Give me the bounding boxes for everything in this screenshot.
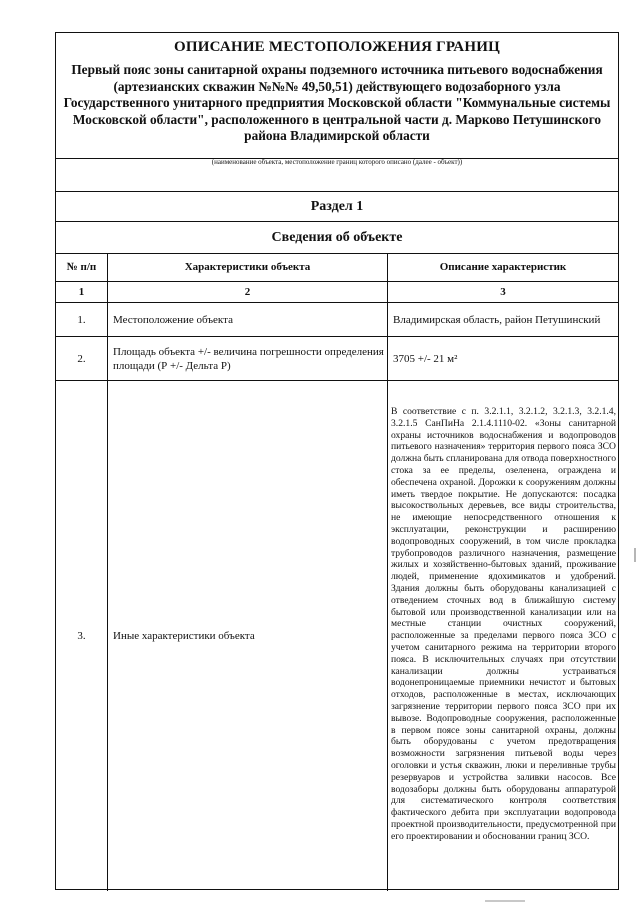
table-header-row bbox=[56, 254, 618, 282]
document-title: ОПИСАНИЕ МЕСТОПОЛОЖЕНИЯ ГРАНИЦ bbox=[174, 39, 500, 55]
row-characteristic bbox=[108, 381, 388, 891]
col-number-3: 3 bbox=[500, 286, 506, 298]
scan-artifact bbox=[634, 548, 636, 562]
table-row bbox=[56, 337, 618, 381]
row-characteristic-text: Иные характеристики объекта bbox=[113, 630, 255, 642]
row-number-text: 3. bbox=[77, 630, 86, 642]
row-characteristic: Площадь объекта +/- величина погрешности определения площади (Р +/- Дельта Р) bbox=[108, 337, 388, 380]
object-name: Первый пояс зоны санитарной охраны подземного источника питьевого водоснабжения (артезианских скважин №№№ 49,50,51) действующего водозаборного узла Государственного унитарного предприятия Московской области "Коммунальные системы Московской области", расположенного в центральной части д. Марково Петушинского района Владимирской области bbox=[63, 62, 611, 143]
column-number-row bbox=[56, 282, 618, 303]
row-description: В соответствие с п. 3.2.1.1, 3.2.1.2, 3.2.1.3, 3.2.1.4, 3.2.1.5 СанПиНа 2.1.4.1110-02. «Зоны санитарной охраны источников водоснабжения и водопроводов питьевого назначения» территория первого пояса ЗСО должна быть спланирована для отвода поверхностного стока за ее пределы, озеленена, ограждена и обеспечена охраной. Дорожки к сооружениям должны иметь твердое покрытие. Не допускаются: посадка высокоствольных деревьев, все виды строительства, не имеющие непосредственного отношения к эксплуатации, реконструкции и расширению водопроводных сооружений, в том числе прокладка трубопроводов различного назначения, размещение жилых и хозяйственно-бытовых зданий, проживание людей, применение ядохимикатов и удобрений. Здания должны быть оборудованы канализацией с отведением сточных вод в ближайшую систему бытовой или производственной канализации или на местные станции очистных сооружений, расположенные за пределами первого пояса ЗСО с учетом санитарного режима на территории второго пояса. В исключительных случаях при отсутствии канализации должны устраиваться водонепроницаемые приемники нечистот и бытовых отходов, расположенные в местах, исключающих загрязнение территории первого пояса ЗСО при их вывозе. Водопроводные сооружения, расположенные в первом поясе зоны санитарной охраны, должны быть оборудованы с учетом предотвращения возможности загрязнения питьевой воды через оголовки и устья скважин, люки и переливные трубы резервуаров и устройства заливки насосов. Все водозаборы должны быть оборудованы аппаратурой для систематического контроля соответствия фактического дебита при эксплуатации водопровода проектной производительности, предусмотренной при его проектировании и обосновании границ ЗСО. bbox=[391, 406, 616, 842]
object-caption bbox=[56, 159, 618, 192]
row-description: Владимирская область, район Петушинский bbox=[393, 313, 601, 326]
row-number bbox=[56, 381, 108, 891]
table-row bbox=[56, 303, 618, 337]
header-num: № п/п bbox=[56, 254, 108, 281]
scan-artifact bbox=[485, 900, 525, 902]
document-form bbox=[55, 32, 619, 890]
table-row bbox=[56, 381, 618, 891]
row-number: 1. bbox=[56, 303, 108, 336]
header-description: Описание характеристик bbox=[439, 261, 567, 273]
section-heading: Раздел 1 bbox=[56, 192, 618, 222]
col-number-2: 2 bbox=[108, 282, 388, 302]
info-heading: Сведения об объекте bbox=[56, 222, 618, 254]
row-characteristic: Местоположение объекта bbox=[108, 303, 388, 336]
caption-text: (наименование объекта, местоположение границ которого описано (далее - объект)) bbox=[211, 158, 463, 166]
row-description: 3705 +/- 21 м² bbox=[393, 352, 458, 365]
header-characteristic: Характеристики объекта bbox=[108, 254, 388, 281]
title-block bbox=[56, 33, 618, 159]
row-number: 2. bbox=[56, 337, 108, 380]
col-number-1: 1 bbox=[56, 282, 108, 302]
